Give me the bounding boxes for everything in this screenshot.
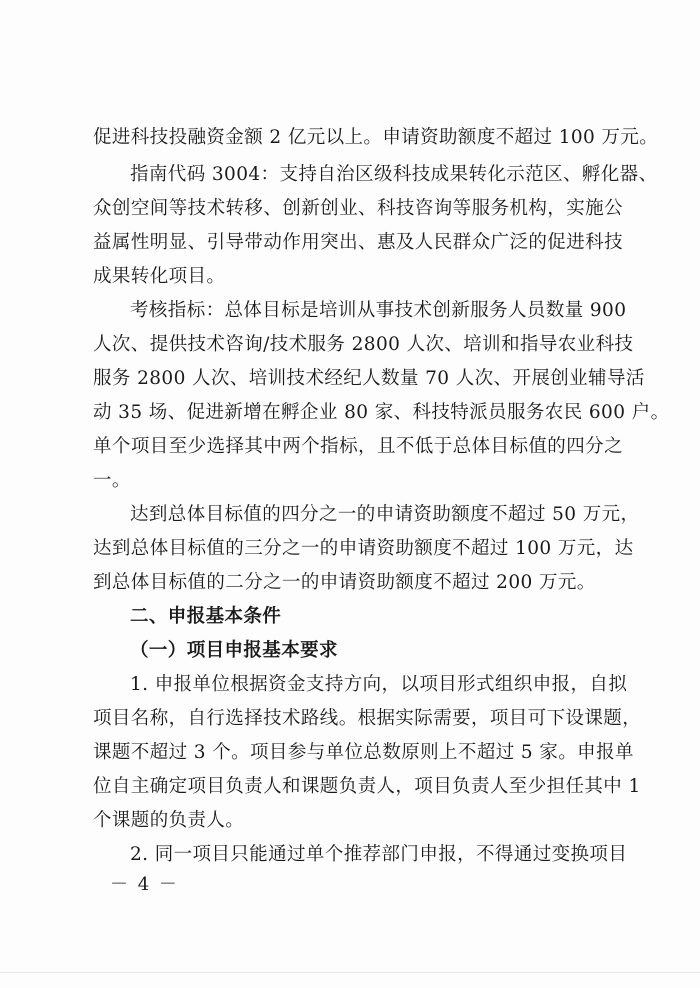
body-line: 项目名称，自行选择技术路线。根据实际需要，项目可下设课题， <box>93 708 642 729</box>
body-line: 课题不超过 3 个。项目参与单位总数原则上不超过 5 家。申报单 <box>93 742 634 763</box>
body-line: 益属性明显、引导带动作用突出、惠及人民群众广泛的促进科技 <box>93 232 623 253</box>
section-heading: 二、申报基本条件 <box>130 606 282 627</box>
subsection-heading: （一）项目申报基本要求 <box>130 640 338 661</box>
body-line: 人次、提供技术咨询/技术服务 2800 人次、培训和指导农业科技 <box>93 334 634 355</box>
body-line: 达到总体目标值的四分之一的申请资助额度不超过 50 万元， <box>130 504 640 525</box>
body-line: 单个项目至少选择其中两个指标，且不低于总体目标值的四分之 <box>93 436 623 457</box>
body-line: 达到总体目标值的三分之一的申请资助额度不超过 100 万元，达 <box>93 538 634 559</box>
body-line: 成果转化项目。 <box>93 266 226 287</box>
body-line: 考核指标：总体目标是培训从事技术创新服务人员数量 900 <box>130 300 627 321</box>
body-line: 服务 2800 人次、培训技术经纪人数量 70 人次、开展创业辅导活 <box>93 368 645 389</box>
body-line: 动 35 场、促进新增在孵企业 80 家、科技特派员服务农民 600 户。 <box>93 402 670 423</box>
body-line: 1. 申报单位根据资金支持方向，以项目形式组织申报，自拟 <box>130 674 628 695</box>
body-line: 促进科技投融资金额 2 亿元以上。申请资助额度不超过 100 万元。 <box>93 127 659 148</box>
body-line: 位自主确定项目负责人和课题负责人，项目负责人至少担任其中 1 <box>93 776 641 797</box>
body-line: 指南代码 3004：支持自治区级科技成果转化示范区、孵化器、 <box>130 164 658 185</box>
page-number: － 4 － <box>110 874 179 895</box>
body-line: 个课题的负责人。 <box>93 810 245 831</box>
page-edge-divider <box>0 972 700 973</box>
body-line: 一。 <box>93 470 131 491</box>
body-line: 众创空间等技术转移、创新创业、科技咨询等服务机构，实施公 <box>93 198 623 219</box>
body-line: 到总体目标值的二分之一的申请资助额度不超过 200 万元。 <box>93 572 596 593</box>
body-line: 2. 同一项目只能通过单个推荐部门申报，不得通过变换项目 <box>130 844 628 865</box>
